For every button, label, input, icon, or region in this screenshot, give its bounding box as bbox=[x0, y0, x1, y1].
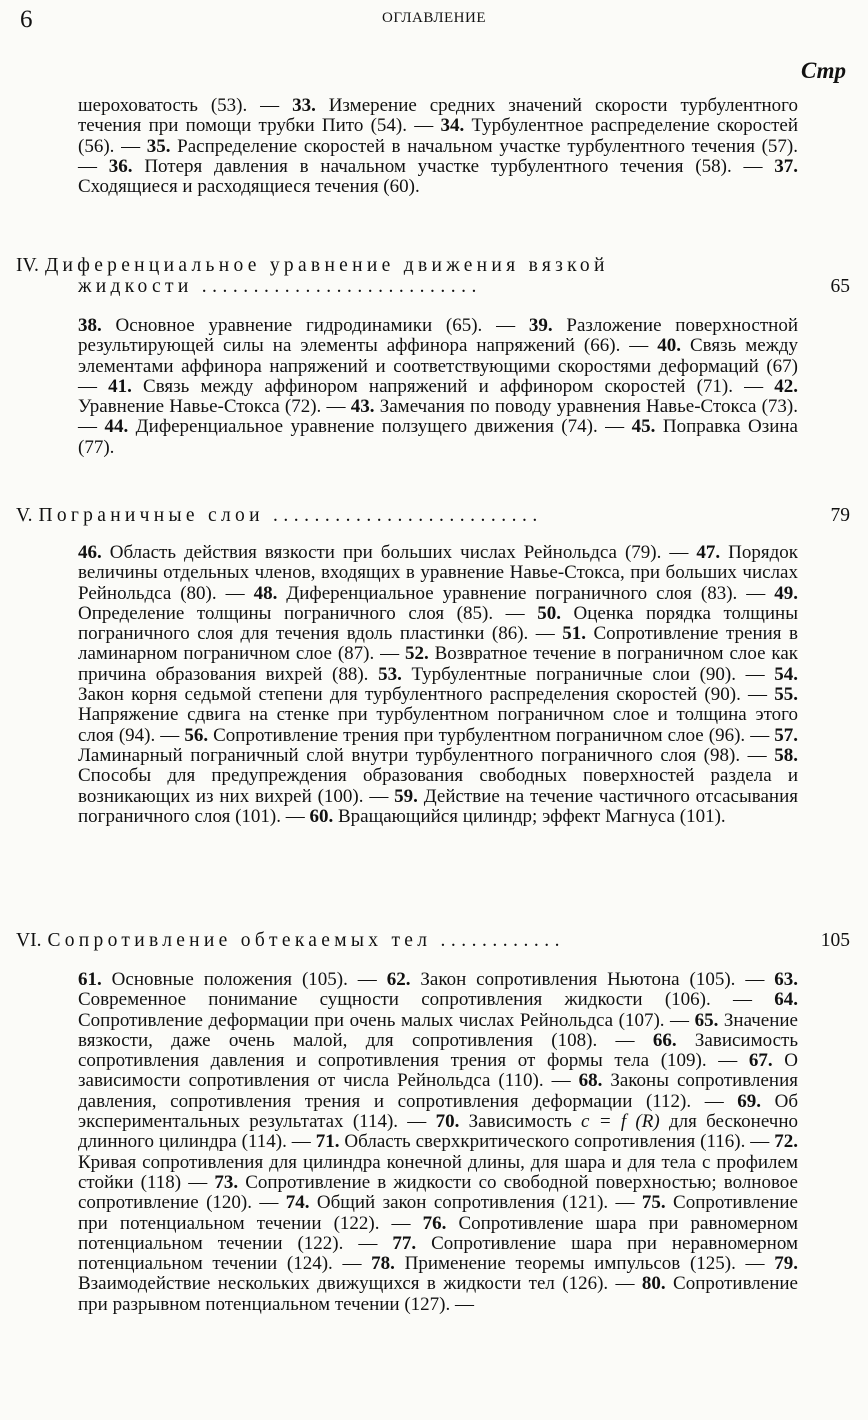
section-number: 59. bbox=[394, 785, 418, 807]
toc-paragraph bbox=[78, 316, 798, 458]
entry-text: Турбулентные пограничные слои (90). — bbox=[401, 663, 775, 685]
entry-text: Сопротивление трения в ламинарном пограничном слое (87). — bbox=[78, 623, 798, 665]
page-number: 6 bbox=[20, 6, 33, 33]
entry-text: Область сверхкритического сопротивления (116). — bbox=[339, 1131, 775, 1153]
entry-text: Значение вязкости, даже очень малой, для сопротивления (108). — bbox=[78, 1009, 798, 1051]
section-number: 42. bbox=[774, 375, 799, 397]
entry-text: Поправка Озина (77). bbox=[78, 416, 798, 458]
chapter-page-number: 79 bbox=[830, 505, 850, 526]
entry-text: Основное уравнение гидродинамики (65). — bbox=[101, 315, 529, 336]
section-number: 39. bbox=[528, 315, 553, 336]
section-number: 34. bbox=[440, 115, 465, 137]
entry-text: Зависимость bbox=[459, 1111, 582, 1133]
entry-text: Сопротивление при разрывном потенциальном течении (127). — bbox=[78, 1273, 798, 1315]
chapter-title: Диференциальное уравнение движения вязкой bbox=[44, 255, 609, 276]
entry-text: Диференциальное уравнение пограничного слоя (83). — bbox=[277, 582, 775, 604]
entry-text: Связь между аффинором напряжений и аффинором скоростей (71). — bbox=[131, 375, 775, 397]
entry-text: Диференциальное уравнение ползущего движения (74). — bbox=[128, 416, 632, 438]
entry-text: Сопротивление в жидкости со свободной поверхностью; волновое сопротивление (120). — bbox=[78, 1171, 798, 1214]
entry-text: Сопротивление при потенциальном течении (122). — bbox=[78, 1192, 798, 1234]
section-number: 50. bbox=[537, 602, 561, 624]
section-number: 52. bbox=[405, 643, 429, 665]
section-number: 58. bbox=[774, 744, 798, 766]
chapter-heading bbox=[16, 505, 796, 526]
entry-text: Определение толщины пограничного слоя (85). — bbox=[78, 602, 538, 624]
section-number: 56. bbox=[184, 724, 209, 746]
toc-paragraph bbox=[78, 970, 798, 1315]
section-number: 68. bbox=[578, 1070, 603, 1092]
entry-text: Область действия вязкости при больших числах Рейнольдса (79). — bbox=[101, 542, 697, 563]
section-number: 53. bbox=[378, 663, 402, 685]
entry-text: Турбулентное распределение скоростей (56). — bbox=[78, 115, 798, 157]
entry-text: Вращающийся цилиндр; эффект Магнуса (101). bbox=[333, 805, 726, 827]
entry-text: Сопротивление шара при неравномерном потенциальном течении (124). — bbox=[78, 1232, 798, 1275]
section-number: 73. bbox=[214, 1171, 239, 1193]
section-number: 65. bbox=[694, 1009, 719, 1031]
entry-text: Сопротивление шара при равномерном потенциальном течении (122). — bbox=[78, 1212, 799, 1254]
section-number: 37. bbox=[774, 155, 799, 177]
section-number: 51. bbox=[562, 623, 587, 645]
entry-text: Применение теоремы импульсов (125). — bbox=[394, 1253, 775, 1275]
chapter-title: Сопротивление обтекаемых тел bbox=[47, 930, 432, 951]
chapter-title-continued: жидкости bbox=[78, 276, 193, 297]
entry-text: Уравнение Навье-Стокса (72). — bbox=[78, 396, 351, 418]
entry-text: Действие на течение частичного отсасывания пограничного слоя (101). — bbox=[78, 785, 798, 827]
section-number: 79. bbox=[774, 1253, 798, 1275]
entry-text: шероховатость (53). — bbox=[78, 95, 293, 116]
entry-text: Закон сопротивления Ньютона (105). — bbox=[410, 969, 775, 990]
entry-text: Общий закон сопротивления (121). — bbox=[309, 1192, 642, 1214]
chapter-page-number: 65 bbox=[830, 276, 850, 297]
section-number: 44. bbox=[104, 416, 129, 438]
section-number: 35. bbox=[146, 135, 171, 157]
section-number: 66. bbox=[652, 1029, 677, 1051]
section-number: 77. bbox=[392, 1232, 417, 1254]
entry-text: Потеря давления в начальном участке турбулентного течения (58). — bbox=[132, 155, 775, 177]
entry-text: Возвратное течение в пограничном слое как причина образования вихрей (88). bbox=[78, 643, 798, 685]
section-number: 40. bbox=[657, 335, 682, 357]
section-number: 76. bbox=[422, 1212, 447, 1234]
entry-text: Об экспериментальных результатах (114). — bbox=[78, 1090, 798, 1133]
entry-text: Взаимодействие нескольких движущихся в жидкости тел (126). — bbox=[78, 1273, 642, 1295]
section-number: 47. bbox=[696, 542, 721, 563]
leader-dots: ............ bbox=[440, 930, 565, 951]
section-number: 75. bbox=[641, 1192, 666, 1214]
entry-text: Порядок величины отдельных членов, входящих в уравнение Навье-Стокса, при больших числах Рейнольдса (80). — bbox=[78, 542, 798, 604]
section-number: 55. bbox=[774, 684, 798, 706]
formula-text: c = f (R) bbox=[581, 1111, 660, 1133]
chapter-number: VI. bbox=[16, 930, 42, 951]
section-number: 46. bbox=[78, 542, 102, 563]
chapter-heading bbox=[16, 930, 796, 951]
section-number: 63. bbox=[774, 969, 798, 990]
entry-text: Сопротивление трения при турбулентном пограничном слое (96). — bbox=[208, 724, 775, 746]
section-number: 67. bbox=[748, 1050, 773, 1072]
section-number: 57. bbox=[774, 724, 799, 746]
section-number: 49. bbox=[774, 582, 798, 604]
section-number: 61. bbox=[78, 969, 102, 990]
entry-text: Распределение скоростей в начальном участке турбулентного течения (57). — bbox=[78, 135, 798, 177]
entry-text: Связь между элементами аффинора напряжений и соответствующими скоростями деформаций (67) — bbox=[78, 335, 798, 397]
chapter-number: IV. bbox=[16, 255, 39, 276]
entry-text: О зависимости сопротивления от числа Рейнольдса (110). — bbox=[78, 1050, 798, 1092]
entry-text: Способы для предупреждения образования свободных поверхностей раздела и возникающих из них вихрей (100). — bbox=[78, 765, 798, 807]
section-number: 54. bbox=[774, 663, 799, 685]
section-number: 71. bbox=[315, 1131, 340, 1153]
section-number: 38. bbox=[78, 315, 102, 336]
toc-paragraph bbox=[78, 543, 798, 827]
entry-text: Измерение средних значений скорости турбулентного течения при помощи трубки Пито (54). — bbox=[78, 95, 798, 137]
section-number: 70. bbox=[435, 1111, 460, 1133]
section-number: 80. bbox=[641, 1273, 666, 1295]
chapter-title: Пограничные слои bbox=[38, 505, 264, 526]
chapter-page-number: 105 bbox=[820, 930, 850, 951]
entry-text: Разложение поверхностной результирующей силы на элементы аффинора напряжений (66). — bbox=[78, 315, 798, 357]
running-title: ОГЛАВЛЕНИЕ bbox=[382, 10, 486, 26]
entry-text: Закон корня седьмой степени для турбулентного распределения скоростей (90). — bbox=[78, 684, 775, 706]
entry-text: Замечания по поводу уравнения Навье-Стокса (73). — bbox=[78, 396, 799, 438]
section-number: 43. bbox=[350, 396, 375, 418]
section-number: 74. bbox=[285, 1192, 310, 1214]
section-number: 41. bbox=[108, 375, 132, 397]
entry-text: для бесконечно длинного цилиндра (114). — bbox=[78, 1111, 799, 1153]
entry-text: Ламинарный пограничный слой внутри турбулентного пограничного слоя (98). — bbox=[78, 744, 775, 766]
entry-text: Сопротивление деформации при очень малых числах Рейнольдса (107). — bbox=[78, 1009, 695, 1031]
section-number: 72. bbox=[774, 1131, 798, 1153]
leader-dots: .......................... bbox=[273, 505, 543, 526]
section-number: 45. bbox=[631, 416, 656, 438]
entry-text: Кривая сопротивления для цилиндра конечной длины, для шара и для тела с профилем стойки (118) — bbox=[78, 1151, 798, 1193]
chapter-number: V. bbox=[16, 505, 33, 526]
entry-text: Сходящиеся и расходящиеся течения (60). bbox=[78, 176, 420, 198]
entry-text: Законы сопротивления давления, сопротивления трения и сопротивления деформации (112). — bbox=[78, 1070, 798, 1112]
entry-text: Зависимость сопротивления давления и сопротивления трения от формы тела (109). — bbox=[78, 1029, 798, 1072]
leader-dots: ........................... bbox=[201, 276, 482, 297]
section-number: 60. bbox=[309, 805, 334, 827]
entry-text: Современное понимание сущности сопротивления жидкости (106). — bbox=[78, 989, 775, 1011]
entry-text: Напряжение сдвига на стенке при турбулентном пограничном слое и толщина этого слоя (94). — bbox=[78, 704, 798, 746]
page-column-label: Стр bbox=[800, 58, 846, 83]
section-number: 78. bbox=[371, 1253, 395, 1275]
section-number: 48. bbox=[253, 582, 278, 604]
section-number: 69. bbox=[737, 1090, 762, 1112]
entry-text: Оценка порядка толщины пограничного слоя для течения вдоль пластинки (86). — bbox=[78, 602, 798, 645]
toc-paragraph bbox=[78, 96, 798, 197]
section-number: 36. bbox=[108, 155, 133, 177]
section-number: 62. bbox=[386, 969, 411, 990]
chapter-heading bbox=[16, 255, 796, 297]
section-number: 33. bbox=[292, 95, 316, 116]
section-number: 64. bbox=[774, 989, 798, 1011]
entry-text: Основные положения (105). — bbox=[101, 969, 387, 990]
